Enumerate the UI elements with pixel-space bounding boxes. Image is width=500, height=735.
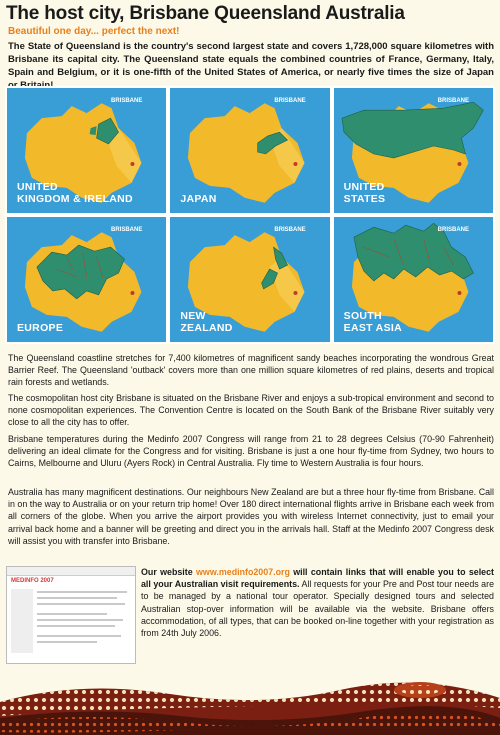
intro-paragraph: The State of Queensland is the country's second largest state and covers 1,728,000 square kilometres with Brisbane its capital city. The Queensland state equals the combined countries of France, Germany, Italy, Spain and Belgium, or it is one-fifth of the United States of America, or nearly five times the size of Japan	[8, 41, 494, 78]
map-label: EUROPE	[17, 322, 64, 334]
website-link[interactable]: www.medinfo2007.org	[196, 567, 290, 577]
city-label: BRISBANE	[274, 98, 306, 104]
map-label: UNITED STATES	[343, 181, 386, 205]
text-line	[37, 635, 121, 637]
page-subtitle: Beautiful one day... perfect the next!	[8, 26, 180, 37]
text-line	[37, 625, 115, 627]
website-rest-text: All requests for your Pre and Post tour needs are to be managed by a national tour operator. Specially designed tours and selected Australian stop-over information will be available via the website. Brisbane offers accommodation, of all types, that can be booked on-line together with your registration as from 24th July 2006.	[141, 579, 495, 639]
text-line	[37, 613, 107, 615]
map-united-states	[334, 88, 493, 213]
city-label: BRISBANE	[111, 227, 143, 233]
map-label: UNITED KINGDOM & IRELAND	[17, 181, 133, 205]
aboriginal-dot-art-banner	[0, 672, 500, 735]
map-south-east-asia	[334, 217, 493, 342]
text-line	[37, 603, 125, 605]
city-label: BRISBANE	[274, 227, 306, 233]
city-paragraph: The cosmopolitan host city Brisbane is situated on the Brisbane River and enjoys a sub-tropical environment and second to none cosmopolitan experiences. The Convention Centre is located on the South Bank of the Brisbane River suitably very close to all the city has to offer.	[8, 393, 494, 428]
map-new-zealand	[170, 217, 329, 342]
map-label: JAPAN	[180, 193, 217, 205]
page-title: The host city, Brisbane Queensland Australia	[6, 3, 405, 24]
climate-paragraph: Brisbane temperatures during the Medinfo 2007 Congress will range from 21 to 28 degrees Celsius (70-90 Fahrenheit) delivering an ideal climate for the Congress and for visiting. Brisbane is just a one hour fly-time from Sydney, two hours to Cairns, Melbourne and Uluru (Ayers Rock) in Central Australia. Fly time to Western Australia is four hours.	[8, 434, 494, 469]
text-line	[37, 641, 97, 643]
website-screenshot-thumbnail	[6, 566, 136, 664]
map-europe	[7, 217, 166, 342]
site-logo: MEDINFO 2007	[11, 578, 54, 584]
browser-bar	[7, 567, 135, 576]
comparison-maps-grid	[5, 86, 495, 344]
website-bold-text: will contain links that will enable you to select all your Australian visit requirements.	[141, 567, 495, 590]
text-line	[37, 597, 117, 599]
text-line	[37, 591, 127, 593]
map-label: SOUTH EAST ASIA	[343, 310, 402, 334]
coastline-paragraph: The Queensland coastline stretches for 7,400 kilometres of magnificent sandy beaches incorporating the wondrous Great Barrier Reef. The Queensland 'outback' covers more than one million square kilometres of red plains, deserts and tropical rain forests and wetlands.	[8, 353, 494, 388]
city-label: BRISBANE	[437, 98, 469, 104]
site-nav	[11, 589, 33, 653]
map-uk-ireland	[7, 88, 166, 213]
destinations-paragraph: Australia has many magnificent destinations. Our neighbours New Zealand are but a three hour fly-time from Brisbane. Call in on the way to Australia or on your return trip home! Over 180 direct international flights arrive in Brisbane each week from all corners of the globe. When you arrive the airport provides you with wireless Internet connectivity, just to email your arrival back home and a banner will be greeting and direct you in the arrivals hall. Staff at the Medinfo 2007 Congress desk will assist you with transfer into Brisbane.	[8, 487, 494, 546]
city-label: BRISBANE	[437, 227, 469, 233]
map-japan	[170, 88, 329, 213]
city-label: BRISBANE	[111, 98, 143, 104]
website-paragraph	[141, 566, 494, 639]
text-line	[37, 619, 123, 621]
website-lead: Our website	[141, 567, 197, 577]
map-label: NEW ZEALAND	[180, 310, 233, 334]
